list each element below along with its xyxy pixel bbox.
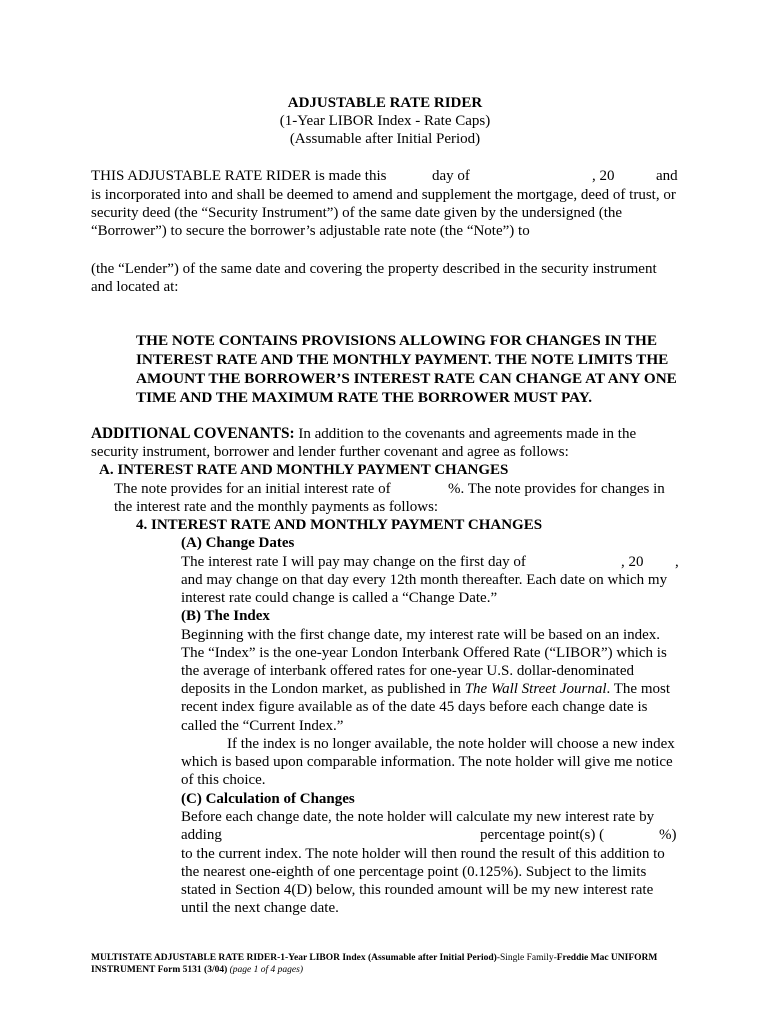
index-line-8: which is based upon comparable information. The note holder will give me notice	[181, 754, 673, 770]
intro-line-2: is incorporated into and shall be deemed to amend and supplement the mortgage, deed of trust, or	[91, 187, 676, 203]
footer-line-2	[91, 964, 303, 976]
intro-line-1c: , 20	[592, 168, 615, 184]
intro-line-6: and located at:	[91, 279, 179, 295]
notice-line-2: INTEREST RATE AND THE MONTHLY PAYMENT. THE NOTE LIMITS THE	[136, 351, 669, 368]
footer-form-name: MULTISTATE ADJUSTABLE RATE RIDER-1-Year LIBOR Index (Assumable after Initial Period)	[91, 953, 497, 963]
calculation-line-5: stated in Section 4(D) below, this rounded amount will be my new interest rate	[181, 882, 654, 898]
calculation-line-6: until the next change date.	[181, 900, 339, 916]
calculation-line-4: the nearest one-eighth of one percentage point (0.125%). Subject to the limits	[181, 864, 647, 880]
intro-line-5: (the “Lender”) of the same date and covering the property described in the security instrument	[91, 261, 657, 277]
intro-line-1a: THIS ADJUSTABLE RATE RIDER is made this	[91, 168, 387, 184]
footer-family: -Single Family-	[496, 953, 557, 963]
section-a-line-1b: %. The note provides for changes in	[448, 481, 665, 497]
index-line-9: of this choice.	[181, 772, 266, 788]
document-title: ADJUSTABLE RATE RIDER	[287, 95, 483, 111]
change-dates-line-2: and may change on that day every 12th month thereafter. Each date on which my	[181, 572, 668, 588]
intro-line-1b: day of	[432, 168, 470, 184]
change-dates-heading: (A) Change Dates	[181, 535, 295, 551]
calculation-line-2b: percentage point(s) (	[480, 827, 605, 843]
intro-line-3: security deed (the “Security Instrument”) of the same date given by the undersigned (the	[91, 205, 623, 221]
change-dates-line-1b: , 20	[621, 554, 644, 570]
change-dates-line-1a: The interest rate I will pay may change on the first day of	[181, 554, 526, 570]
index-heading: (B) The Index	[181, 608, 270, 624]
intro-line-1d: and	[656, 168, 678, 184]
footer-form-number: INSTRUMENT Form 5131 (3/04)	[91, 965, 230, 975]
section-a-line-1a: The note provides for an initial interest rate of	[114, 481, 391, 497]
index-line-7: If the index is no longer available, the note holder will choose a new index	[227, 736, 675, 752]
calculation-line-2c: %)	[659, 827, 677, 843]
index-line-1: Beginning with the first change date, my interest rate will be based on an index.	[181, 627, 661, 643]
index-line-3: the average of interbank offered rates for one-year U.S. dollar-denominated	[181, 663, 634, 679]
index-line-4a: deposits in the London market, as published in	[181, 681, 465, 697]
calculation-line-1: Before each change date, the note holder will calculate my new interest rate by	[181, 809, 655, 825]
section-a-heading: A. INTEREST RATE AND MONTHLY PAYMENT CHANGES	[99, 462, 509, 478]
change-dates-line-1c: ,	[675, 554, 679, 570]
index-line-4	[181, 680, 670, 698]
calculation-heading: (C) Calculation of Changes	[181, 791, 355, 807]
index-line-4c: . The most	[606, 681, 670, 697]
change-dates-line-3: interest rate could change is called a “Change Date.”	[181, 590, 498, 606]
covenants-heading: ADDITIONAL COVENANTS:	[91, 425, 295, 442]
section-4-heading: 4. INTEREST RATE AND MONTHLY PAYMENT CHANGES	[136, 517, 543, 533]
calculation-line-3: to the current index. The note holder will then round the result of this addition to	[181, 846, 665, 862]
calculation-line-2a: adding	[181, 827, 222, 843]
footer-line-1	[91, 952, 657, 964]
covenants-line-2: security instrument, borrower and lender further covenant and agree as follows:	[91, 444, 569, 460]
notice-line-4: TIME AND THE MAXIMUM RATE THE BORROWER MUST PAY.	[136, 389, 593, 406]
index-line-6: called the “Current Index.”	[181, 718, 344, 734]
covenants-line-1-rest: In addition to the covenants and agreements made in the	[298, 426, 637, 442]
covenants-line-1	[91, 425, 636, 443]
index-line-5: recent index figure available as of the date 45 days before each change date is	[181, 699, 648, 715]
intro-line-4: “Borrower”) to secure the borrower’s adjustable rate note (the “Note”) to	[91, 223, 530, 239]
footer-page-count: (page 1 of 4 pages)	[229, 965, 303, 975]
document-subtitle-index: (1-Year LIBOR Index - Rate Caps)	[279, 113, 491, 129]
document-subtitle-assumable: (Assumable after Initial Period)	[289, 131, 481, 147]
notice-line-1: THE NOTE CONTAINS PROVISIONS ALLOWING FOR CHANGES IN THE	[136, 332, 657, 349]
footer-freddie: Freddie Mac UNIFORM	[556, 953, 658, 963]
wsj-title: The Wall Street Journal	[464, 681, 607, 697]
index-line-2: The “Index” is the one-year London Interbank Offered Rate (“LIBOR”) which is	[181, 645, 667, 661]
section-a-line-2: the interest rate and the monthly payments as follows:	[114, 499, 439, 515]
notice-line-3: AMOUNT THE BORROWER’S INTEREST RATE CAN CHANGE AT ANY ONE	[136, 370, 677, 387]
